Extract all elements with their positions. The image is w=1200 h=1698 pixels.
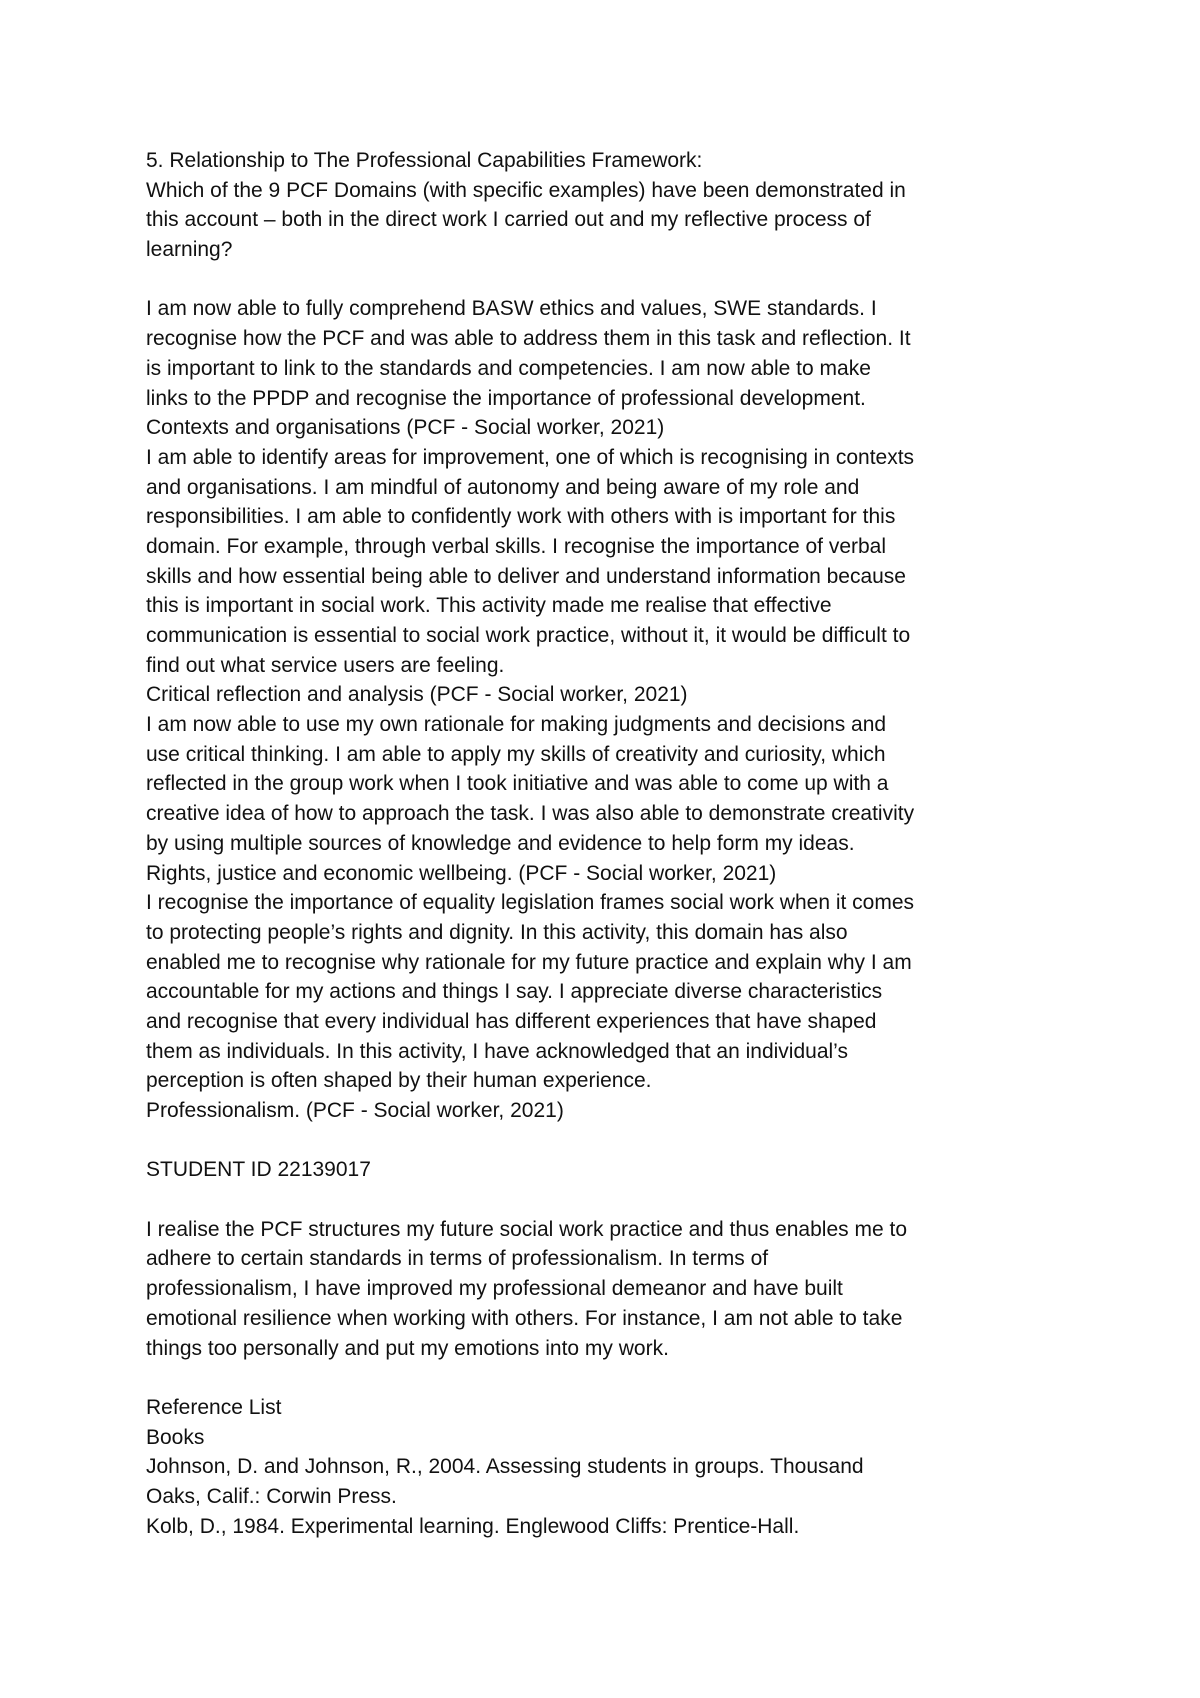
domain-line: perception is often shaped by their human experience. xyxy=(146,1069,652,1093)
professionalism-line: professionalism, I have improved my professional demeanor and have built xyxy=(146,1277,843,1301)
domain-line: find out what service users are feeling. xyxy=(146,653,505,677)
domain-line: communication is essential to social work practice, without it, it would be difficult to xyxy=(146,624,911,647)
domain-line: I recognise the importance of equality legislation frames social work when it comes xyxy=(146,891,915,915)
domain-heading: Rights, justice and economic wellbeing. (PCF - Social worker, 2021) xyxy=(146,861,777,885)
domain-line: use critical thinking. I am able to apply my skills of creativity and curiosity, which xyxy=(146,742,886,766)
reference-list-subtitle: Books xyxy=(146,1425,205,1449)
question-line: Which of the 9 PCF Domains (with specific examples) have been demonstrated in xyxy=(146,178,906,202)
intro-line: I am now able to fully comprehend BASW ethics and values, SWE standards. I xyxy=(146,297,877,321)
domain-line: to protecting people’s rights and dignity. In this activity, this domain has also xyxy=(146,920,848,944)
domain-line: I am able to identify areas for improvement, one of which is recognising in contexts xyxy=(146,445,915,469)
section-heading: 5. Relationship to The Professional Capabilities Framework: xyxy=(146,149,703,172)
domain-line: and organisations. I am mindful of autonomy and being aware of my role and xyxy=(146,475,860,499)
professionalism-line: things too personally and put my emotions into my work. xyxy=(146,1336,669,1360)
blank-line xyxy=(146,1363,1006,1393)
domain-line: responsibilities. I am able to confidently work with others with is important for this xyxy=(146,505,896,529)
reference-entry: Johnson, D. and Johnson, R., 2004. Assessing students in groups. Thousand xyxy=(146,1455,864,1479)
intro-line: links to the PPDP and recognise the importance of professional development. xyxy=(146,386,866,410)
domain-line: them as individuals. In this activity, I have acknowledged that an individual’s xyxy=(146,1039,848,1063)
domain-line: domain. For example, through verbal skills. I recognise the importance of verbal xyxy=(146,534,887,558)
domain-heading: Contexts and organisations (PCF - Social worker, 2021) xyxy=(146,416,665,440)
reference-list-title: Reference List xyxy=(146,1395,282,1419)
domain-line: skills and how essential being able to deliver and understand information because xyxy=(146,564,906,588)
intro-line: is important to link to the standards and competencies. I am now able to make xyxy=(146,356,871,380)
document-page xyxy=(146,146,1006,1541)
intro-line: recognise how the PCF and was able to address them in this task and reflection. It xyxy=(146,327,911,351)
question-line: this account – both in the direct work I carried out and my reflective process of xyxy=(146,208,871,232)
blank-line xyxy=(146,265,1006,295)
domain-line: I am now able to use my own rationale for making judgments and decisions and xyxy=(146,713,887,737)
blank-line xyxy=(146,1126,1006,1156)
blank-line xyxy=(146,1185,1006,1215)
domain-line: this is important in social work. This activity made me realise that effective xyxy=(146,594,832,618)
professionalism-line: emotional resilience when working with others. For instance, I am not able to take xyxy=(146,1306,903,1330)
professionalism-line: I realise the PCF structures my future social work practice and thus enables me to xyxy=(146,1217,907,1241)
reference-entry: Oaks, Calif.: Corwin Press. xyxy=(146,1484,397,1508)
domain-line: by using multiple sources of knowledge and evidence to help form my ideas. xyxy=(146,831,855,855)
domain-line: and recognise that every individual has different experiences that have shaped xyxy=(146,1009,877,1033)
domain-line: creative idea of how to approach the task. I was also able to demonstrate creativity xyxy=(146,802,915,826)
domain-heading: Critical reflection and analysis (PCF - Social worker, 2021) xyxy=(146,683,688,707)
student-id: STUDENT ID 22139017 xyxy=(146,1158,371,1182)
domain-line: accountable for my actions and things I say. I appreciate diverse characteristics xyxy=(146,980,883,1004)
question-line: learning? xyxy=(146,238,233,262)
domain-line: enabled me to recognise why rationale for my future practice and explain why I am xyxy=(146,950,912,974)
professionalism-line: adhere to certain standards in terms of professionalism. In terms of xyxy=(146,1247,769,1271)
reference-entry: Kolb, D., 1984. Experimental learning. Englewood Cliffs: Prentice-Hall. xyxy=(146,1514,800,1538)
domain-line: reflected in the group work when I took initiative and was able to come up with a xyxy=(146,772,889,796)
domain-heading: Professionalism. (PCF - Social worker, 2021) xyxy=(146,1099,564,1122)
